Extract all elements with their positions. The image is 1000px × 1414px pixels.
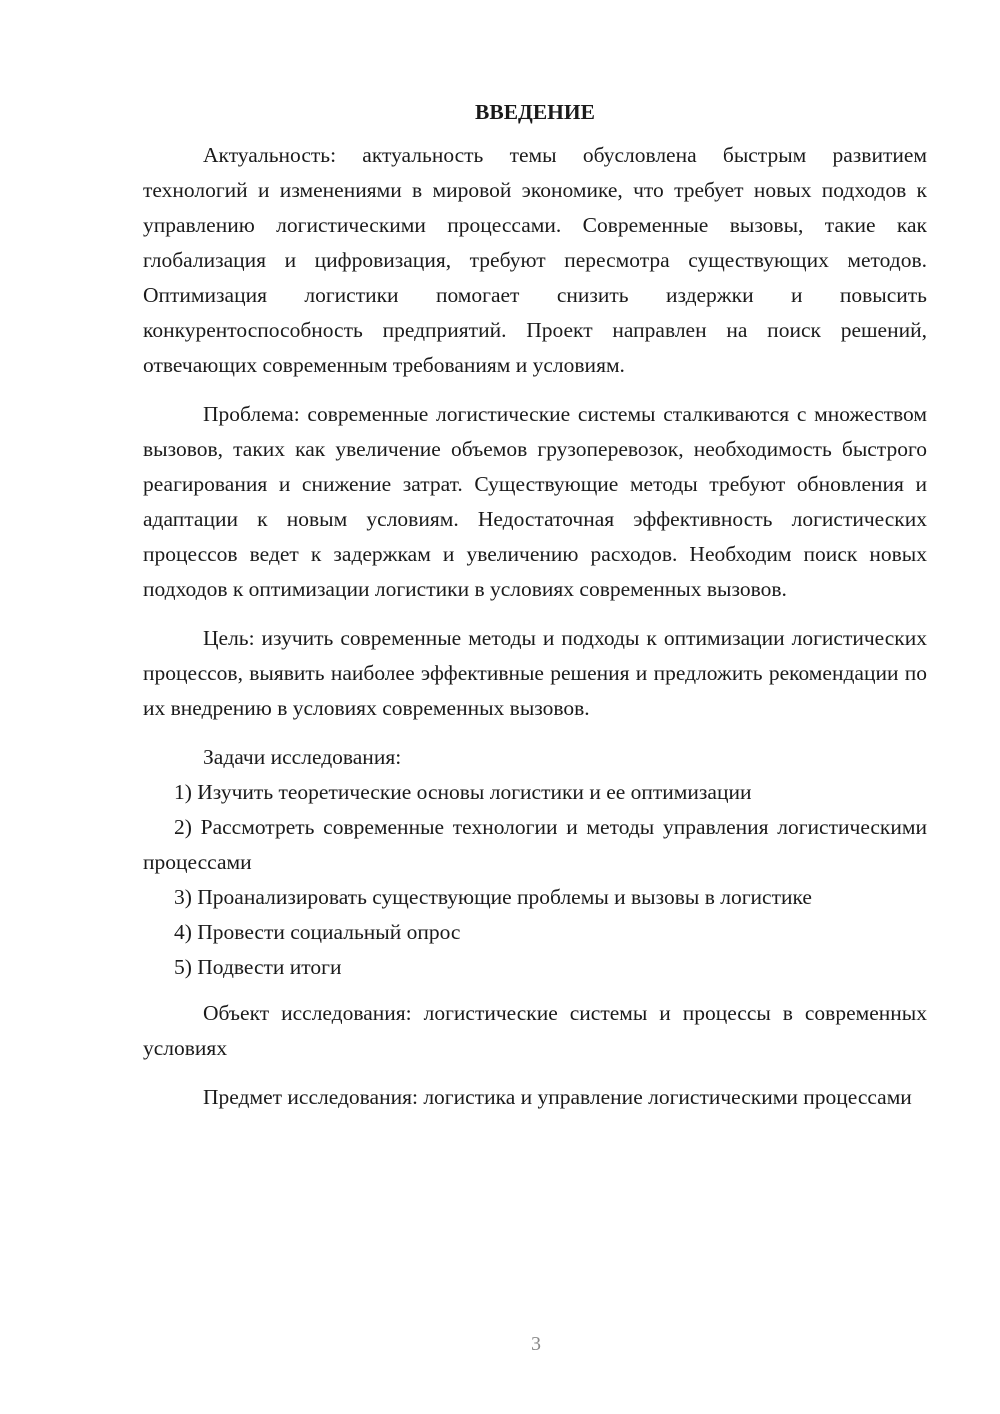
section-heading: ВВЕДЕНИЕ xyxy=(475,100,595,124)
task-item-3: 3) Проанализировать существующие проблемы и вызовы в логистике xyxy=(174,885,812,909)
subject-paragraph: Предмет исследования: логистика и управление логистическими процессами xyxy=(203,1085,912,1109)
tasks-heading: Задачи исследования: xyxy=(203,745,402,769)
relevance-paragraph: Актуальность: актуальность темы обусловлена быстрым развитием технологий и изменениями в мировой экономике, что требует новых подходов к управлению логистическими процессами. Современные вызовы, такие как глобализация и цифровизация, требуют пересмотра существующих методов. Оптимизация логистики помогает снизить издержки и повысить конкурентоспособность предприятий. Проект направлен на поиск решений, отвечающих современным требованиям и условиям. xyxy=(143,143,927,377)
goal-paragraph: Цель: изучить современные методы и подходы к оптимизации логистических процессов, выявить наиболее эффективные решения и предложить рекомендации по их внедрению в условиях современных вызовов. xyxy=(143,626,927,720)
page-number: 3 xyxy=(531,1333,541,1355)
problem-paragraph: Проблема: современные логистические системы сталкиваются с множеством вызовов, таких как увеличение объемов грузоперевозок, необходимость быстрого реагирования и снижение затрат. Существующие методы требуют обновления и адаптации к новым условиям. Недостаточная эффективность логистических процессов ведет к задержкам и увеличению расходов. Необходим поиск новых подходов к оптимизации логистики в условиях современных вызовов. xyxy=(143,402,927,601)
task-item-5: 5) Подвести итоги xyxy=(174,955,342,979)
object-paragraph: Объект исследования: логистические системы и процессы в современных условиях xyxy=(143,1001,927,1060)
task-item-4: 4) Провести социальный опрос xyxy=(174,920,461,944)
task-item-2: 2) Рассмотреть современные технологии и методы управления логистическими процессами xyxy=(143,815,927,874)
page-content xyxy=(143,96,927,1115)
task-item-1: 1) Изучить теоретические основы логистики и ее оптимизации xyxy=(174,780,752,804)
